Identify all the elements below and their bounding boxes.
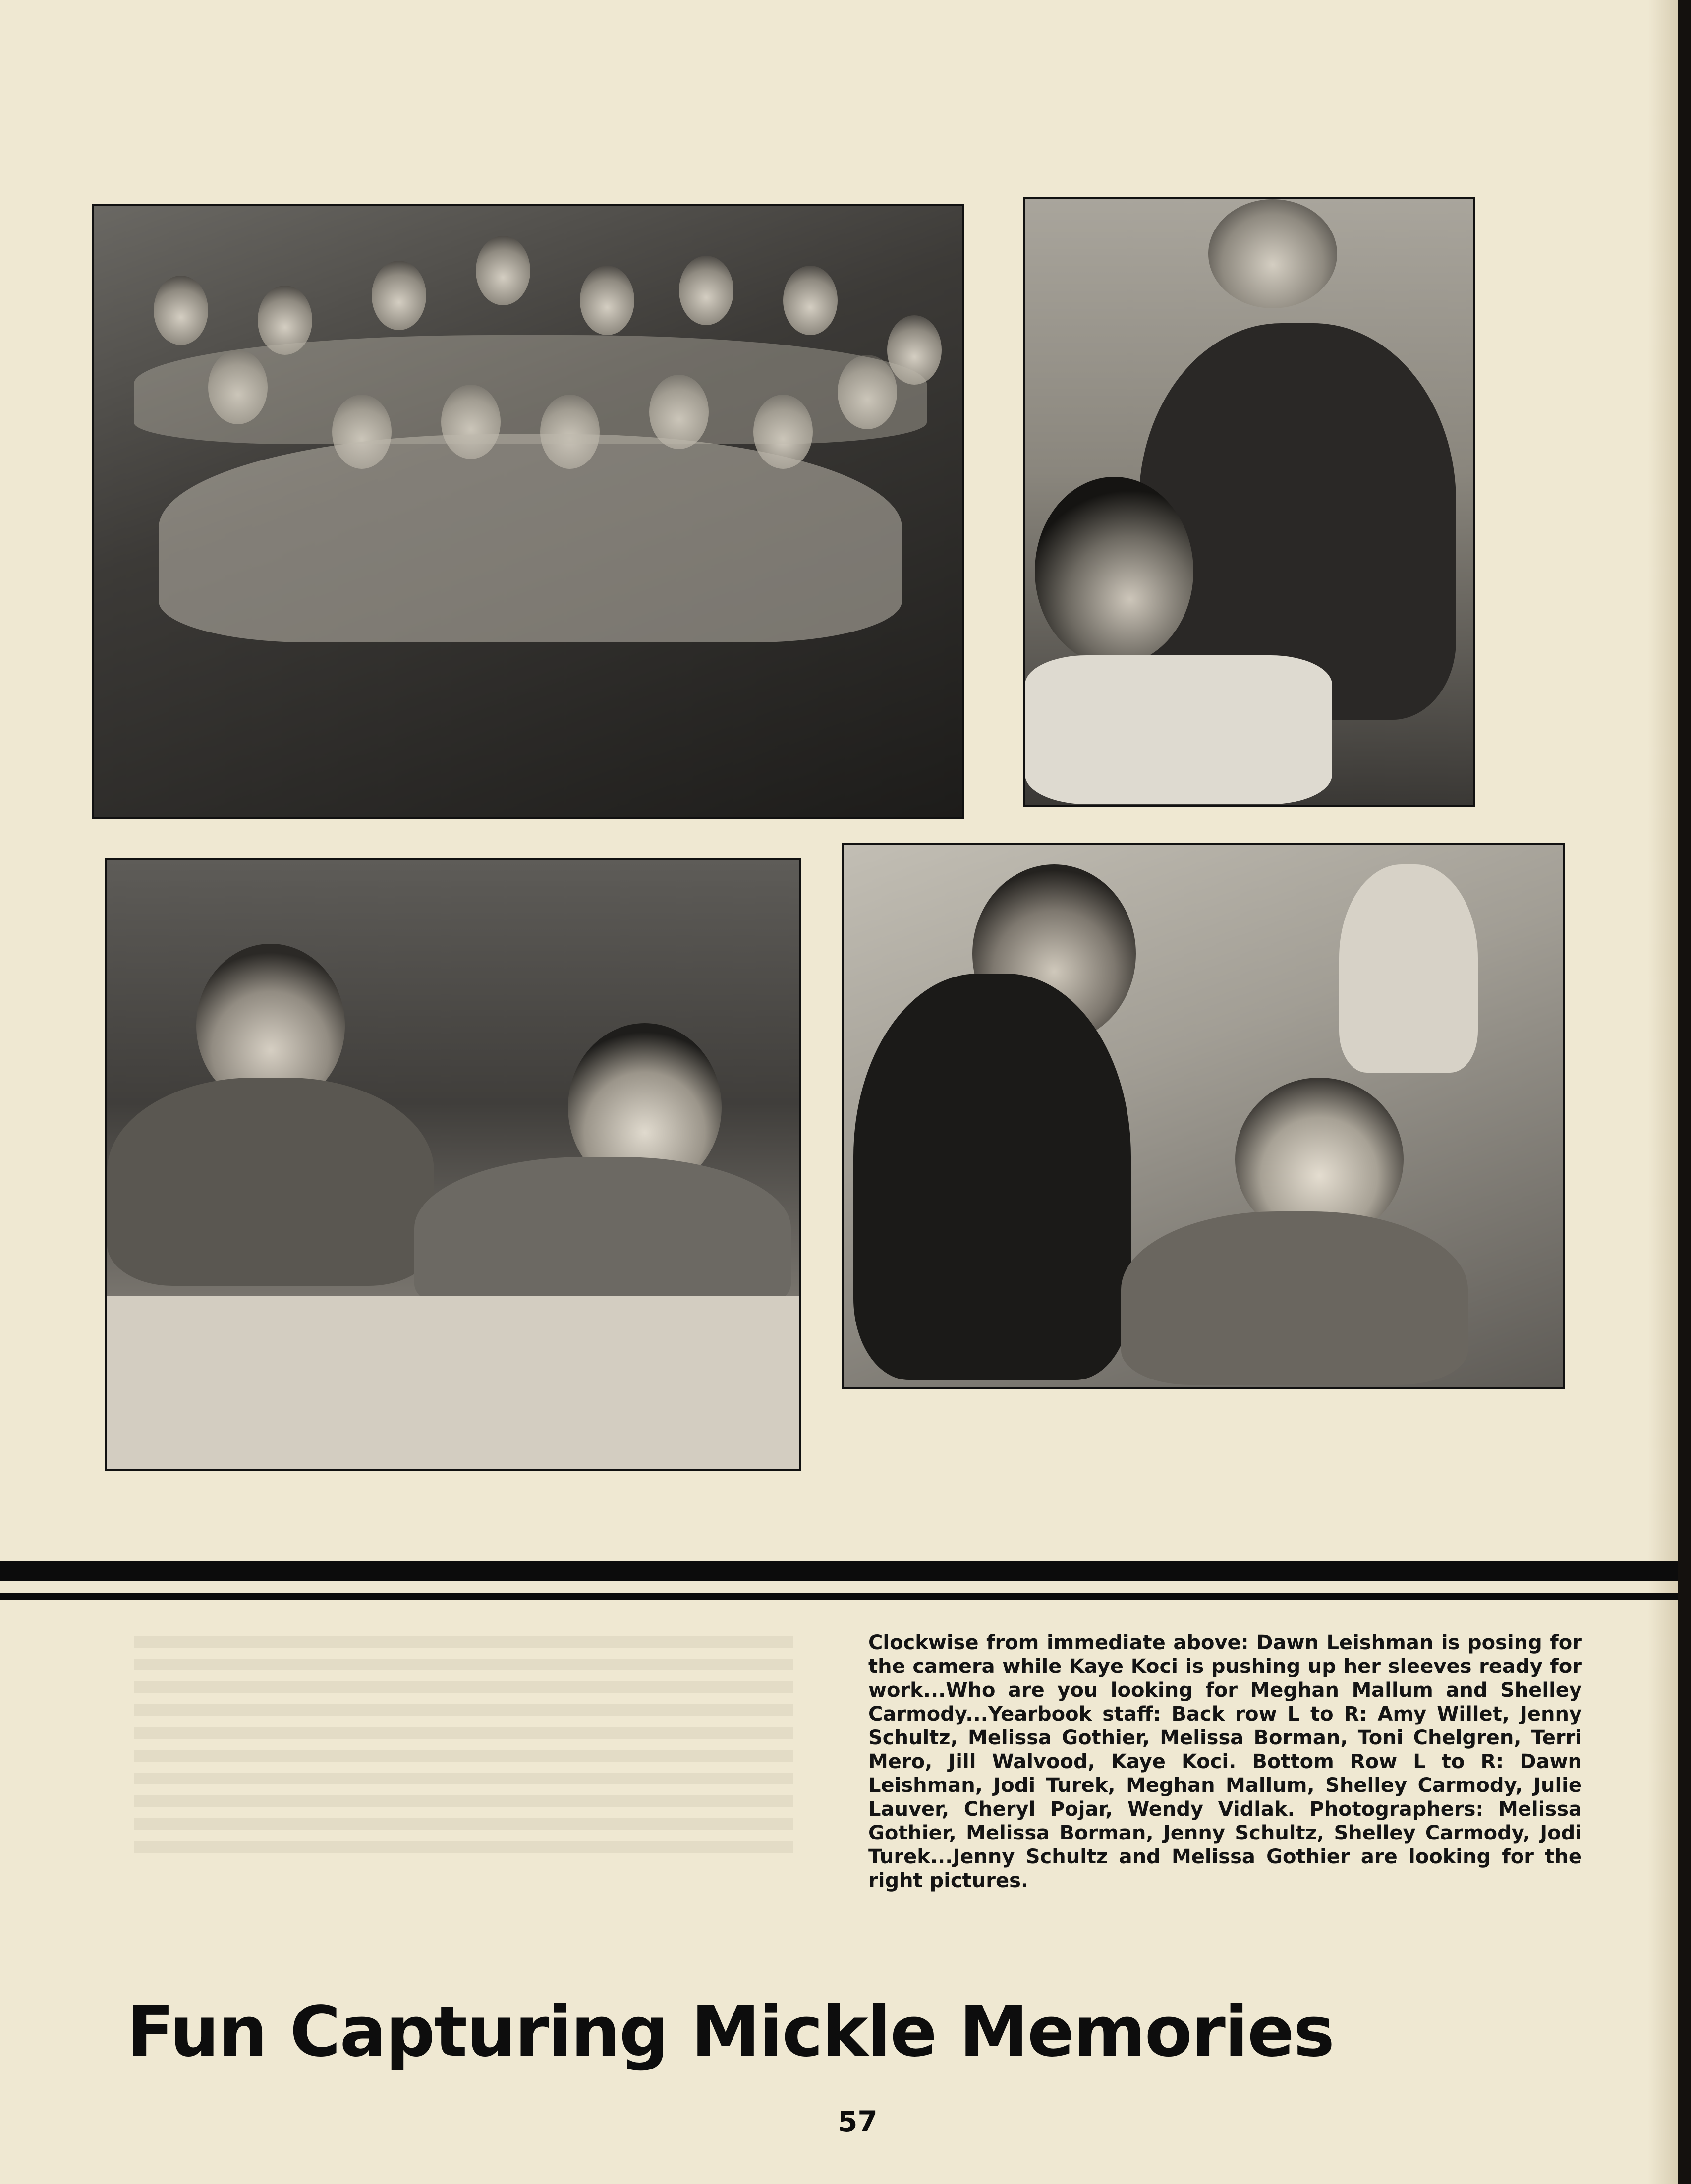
- page-number: 57: [838, 2105, 878, 2138]
- divider-rule-thick: [0, 1561, 1678, 1581]
- photo-yearbook-staff-group: [92, 204, 964, 819]
- photo-jenny-schultz-melissa-gothier: [842, 843, 1565, 1389]
- page-title: Fun Capturing Mickle Memories: [127, 1992, 1334, 2072]
- page-edge-shade: [1648, 0, 1678, 2184]
- photo-meghan-mallum-shelley-carmody: [105, 858, 801, 1471]
- divider-rule-thin: [0, 1593, 1678, 1600]
- photo-dawn-leishman-kaye-koci: [1023, 197, 1475, 807]
- photo-caption: Clockwise from immediate above: Dawn Leishman is posing for the camera while Kaye Koci is pushing up her sleeves ready for work...Who are you looking for Meghan Mallum and Shelley Carmody...Yearbook staff: Back row L to R: Amy Willet, Jenny Schultz, Melissa Gothier, Melissa Borman, Toni Chelgren, Terri Mero, Jill Walvood, Kaye Koci. Bottom Row L to R: Dawn Leishman, Jodi Turek, Meghan Mallum, Shelley Carmody, Julie Lauver, Cheryl Pojar, Wendy Vidlak. Photographers: Melissa Gothier, Melissa Borman, Jenny Schultz, Shelley Carmody, Jodi Turek...Jenny Schultz and Melissa Gothier are looking for the right pictures.: [868, 1631, 1582, 1892]
- bleed-through-text: [134, 1636, 793, 1859]
